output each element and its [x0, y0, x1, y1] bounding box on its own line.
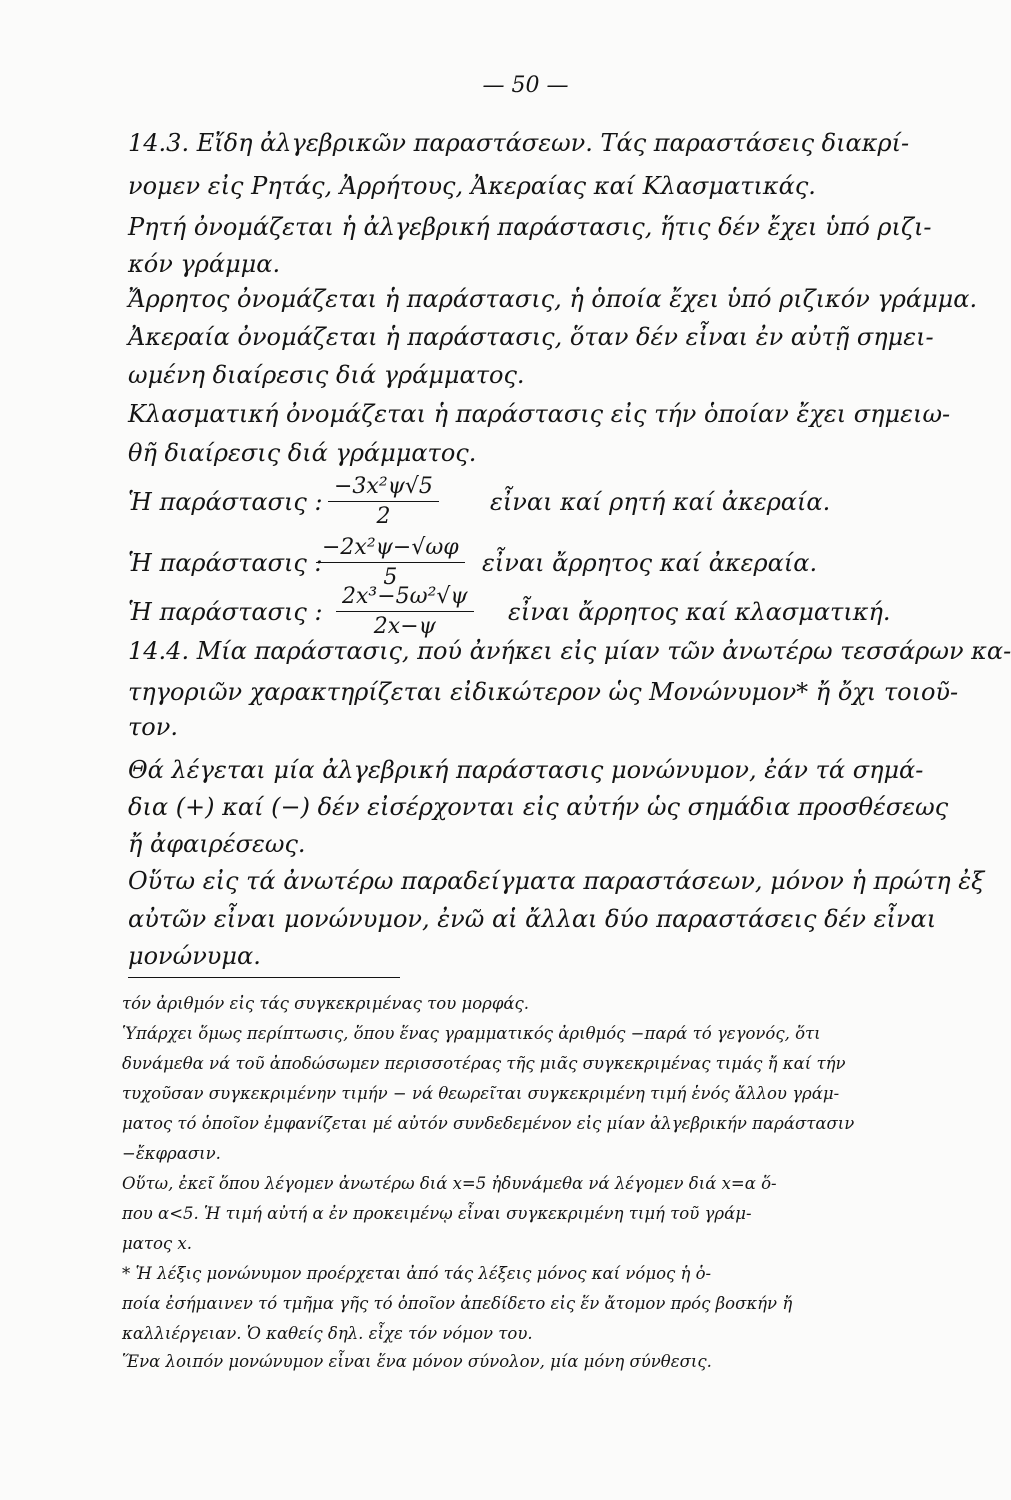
formula-label: Ἡ παράστασις :: [128, 488, 323, 516]
formula-description: εἶναι ἄρρητος καί ἀκεραία.: [482, 549, 818, 577]
footnote-line: ματος τό ὁποῖον ἐμφανίζεται μέ αὐτόν συνδεδεμένον εἰς μίαν ἀλγεβρικήν παράστασιν: [122, 1114, 855, 1133]
footnote-line: δυνάμεθα νά τοῦ ἀποδώσωμεν περισσοτέρας τῆς μιᾶς συγκεκριμένας τιμάς ἤ καί τήν: [122, 1054, 846, 1073]
text-line: νομεν εἰς Ρητάς, Ἀρρήτους, Ἀκεραίας καί Κλασματικάς.: [128, 172, 816, 200]
page-number: — 50 —: [482, 73, 569, 98]
text-line: δια (+) καί (−) δέν εἰσέρχονται εἰς αὐτήν ὡς σημάδια προσθέσεως: [128, 793, 949, 821]
fraction: [316, 535, 465, 590]
fraction-denominator: 5: [383, 565, 398, 590]
formula-label: Ἡ παράστασις :: [128, 549, 323, 577]
text-line: 14.4. Μία παράστασις, πού ἀνήκει εἰς μίαν τῶν ἀνωτέρω τεσσάρων κα-: [128, 637, 1011, 665]
text-line: ἤ ἀφαιρέσεως.: [128, 830, 306, 858]
footnote-line: τόν ἀριθμόν εἰς τάς συγκεκριμένας του μορφάς.: [122, 994, 530, 1013]
footnote-line: που α<5. Ἡ τιμή αὐτή α ἐν προκειμένῳ εἶναι συγκεκριμένη τιμή τοῦ γράμ-: [122, 1204, 752, 1223]
text-line: 14.3. Εἴδη ἀλγεβρικῶν παραστάσεων. Τάς παραστάσεις διακρί-: [128, 129, 910, 157]
text-line: ωμένη διαίρεσις διά γράμματος.: [128, 361, 525, 389]
formula-example: [128, 474, 908, 534]
formula-label: Ἡ παράστασις :: [128, 598, 323, 626]
text-line: Κλασματική ὀνομάζεται ἡ παράστασις εἰς τήν ὁποίαν ἔχει σημειω-: [128, 400, 951, 428]
text-line: τον.: [128, 713, 178, 741]
text-line: Οὕτω εἰς τά ἀνωτέρω παραδείγματα παραστάσεων, μόνον ἡ πρώτη ἐξ: [128, 867, 985, 895]
fraction-denominator: 2: [376, 504, 391, 529]
text-line: Ἀκεραία ὀνομάζεται ἡ παράστασις, ὅταν δέν εἶναι ἐν αὐτῇ σημει-: [128, 323, 934, 351]
fraction-numerator: −3x²ψ√5: [328, 474, 439, 502]
fraction: [336, 584, 474, 639]
text-line: κόν γράμμα.: [128, 250, 281, 278]
footnote-line: ποία ἐσήμαινεν τό τμῆμα γῆς τό ὁποῖον ἀπεδίδετο εἰς ἕν ἄτομον πρός βοσκήν ἤ: [122, 1294, 793, 1313]
text-line: Ἄρρητος ὀνομάζεται ἡ παράστασις, ἡ ὁποία ἔχει ὑπό ριζικόν γράμμα.: [128, 285, 978, 313]
text-line: Ρητή ὀνομάζεται ἡ ἀλγεβρική παράστασις, ἥτις δέν ἔχει ὑπό ριζι-: [128, 213, 932, 241]
footnote-line: τυχοῦσαν συγκεκριμένην τιμήν − νά θεωρεῖται συγκεκριμένη τιμή ἑνός ἄλλου γράμ-: [122, 1084, 840, 1103]
formula-description: εἶναι καί ρητή καί ἀκεραία.: [490, 488, 831, 516]
fraction-numerator: −2x²ψ−√ωφ: [316, 535, 465, 563]
footnote-line: −ἔκφρασιν.: [122, 1144, 221, 1163]
footnote-line: Ἕνα λοιπόν μονώνυμον εἶναι ἕνα μόνον σύνολον, μία μόνη σύνθεσις.: [122, 1352, 712, 1371]
fraction: [328, 474, 439, 529]
text-line: αὐτῶν εἶναι μονώνυμον, ἐνῶ αἱ ἄλλαι δύο παραστάσεις δέν εἶναι: [128, 905, 937, 933]
text-line: Θά λέγεται μία ἀλγεβρική παράστασις μονώνυμον, ἐάν τά σημά-: [128, 756, 924, 784]
footnote-line: καλλιέργειαν. Ὁ καθείς δηλ. εἶχε τόν νόμον του.: [122, 1324, 533, 1343]
formula-example: [128, 584, 908, 644]
footnote-divider: [128, 977, 400, 978]
footnote-line: Οὕτω, ἐκεῖ ὅπου λέγομεν ἀνωτέρω διά x=5 ἠδυνάμεθα νά λέγομεν διά x=α ὅ-: [122, 1174, 777, 1193]
fraction-numerator: 2x³−5ω²√ψ: [336, 584, 474, 612]
text-line: τηγοριῶν χαρακτηρίζεται εἰδικώτερον ὡς Μονώνυμον* ἤ ὄχι τοιοῦ-: [128, 678, 959, 706]
text-line: μονώνυμα.: [128, 942, 261, 970]
formula-description: εἶναι ἄρρητος καί κλασματική.: [508, 598, 891, 626]
footnote-line: Ὑπάρχει ὅμως περίπτωσις, ὅπου ἕνας γραμματικός ἀριθμός −παρά τό γεγονός, ὅτι: [122, 1024, 821, 1043]
text-line: θῆ διαίρεσις διά γράμματος.: [128, 439, 477, 467]
footnote-line: * Ἡ λέξις μονώνυμον προέρχεται ἀπό τάς λέξεις μόνος καί νόμος ἡ ὁ-: [122, 1264, 712, 1283]
footnote-line: ματος x.: [122, 1234, 192, 1253]
fraction-denominator: 2x−ψ: [373, 614, 436, 639]
